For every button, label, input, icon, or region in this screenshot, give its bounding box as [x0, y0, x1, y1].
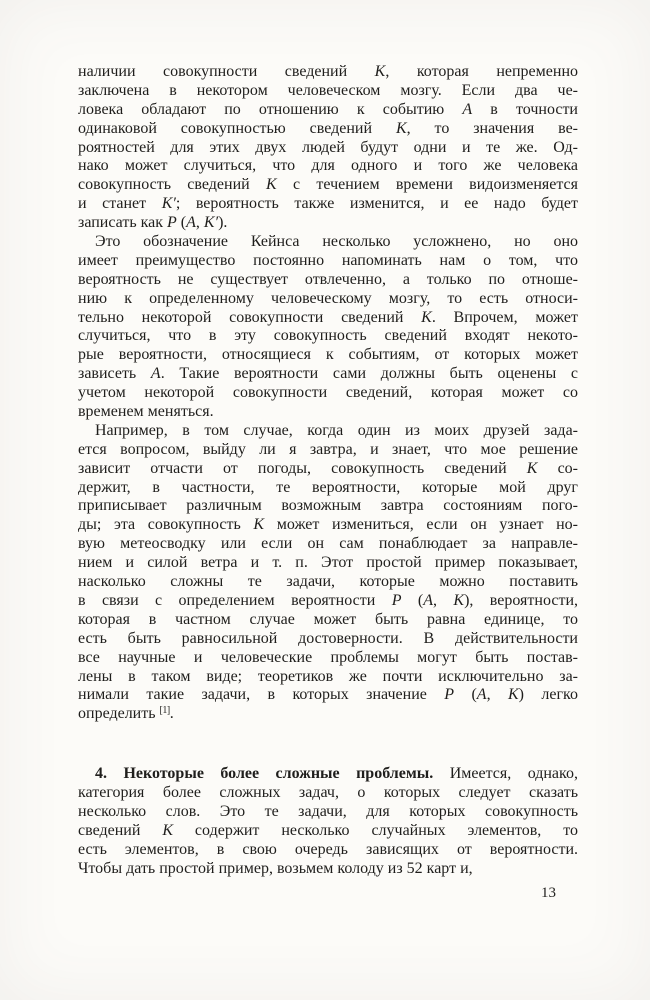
text-line: все научные и человеческие проблемы могут быть постав-	[78, 648, 578, 666]
text-line: ловека обладают по отношению к событию A в точности	[78, 100, 578, 118]
text-line: категория более сложных задач, о которых следует сказать	[78, 784, 578, 802]
text-line: нако может случиться, что для одного и того же человека	[78, 157, 578, 175]
text-line: в связи с определением вероятности P (A, K), вероятности,	[78, 591, 579, 609]
text-line: тельно некоторой совокупности сведений K. Впрочем, может	[78, 308, 578, 326]
text-line: и станет K′; вероятность также изменится, и ее надо будет	[78, 195, 579, 213]
text-line: заключена в некотором человеческом мозгу. Если два че-	[78, 81, 578, 99]
paragraph	[78, 422, 578, 724]
text-line: наличии совокупности сведений K, которая непременно	[78, 63, 579, 80]
text-line: вероятность не существует отвлеченно, а только по отноше-	[78, 270, 578, 288]
text-line: есть элементов, в свою очередь зависящих от вероятности.	[78, 840, 578, 858]
text-line: нием и силой ветра и т. п. Этот простой пример показывает,	[78, 554, 578, 572]
text-line: роятностей для этих двух людей будут одни и те же. Од-	[78, 138, 578, 156]
text-line: Например, в том случае, когда один из моих друзей зада-	[95, 421, 578, 439]
text-line: вую метеосводку или если он сам понаблюдает за направле-	[78, 535, 578, 553]
text-line: совокупность сведений K с течением времени видоизменяется	[78, 176, 578, 194]
text-line: несколько слов. Это те задачи, для которых совокупность	[78, 802, 578, 820]
paragraph	[78, 63, 578, 233]
text-line: сведений K содержит несколько случайных элементов, то	[78, 821, 579, 839]
text-line: записать как P (A, K′).	[78, 214, 228, 232]
text-line: нию к определенному человеческому мозгу, то есть относи-	[78, 289, 578, 307]
text-line: одинаковой совокупностью сведений K, то значения ве-	[78, 119, 579, 137]
text-line: держит, в частности, те вероятности, которые мой друг	[78, 478, 578, 496]
text-line: временем меняться.	[78, 403, 214, 421]
text-line: Это обозначение Кейнса несколько усложнено, но оно	[95, 233, 578, 251]
text-line: определить [1].	[78, 705, 174, 723]
text-line: Чтобы дать простой пример, возьмем колоду из 52 карт и,	[78, 859, 473, 877]
page-text-block	[78, 63, 578, 879]
paragraph	[78, 233, 578, 422]
text-line: зависит отчасти от погоды, совокупность сведений K со-	[78, 459, 578, 477]
text-line: имеет преимущество постоянно напоминать нам о том, что	[78, 251, 578, 269]
text-line: которая в частном случае может быть равна единице, то	[78, 610, 578, 628]
text-line: нимали такие задачи, в которых значение P (A, K) легко	[78, 686, 578, 704]
text-line: ды; эта совокупность K может измениться, если он узнает но-	[78, 516, 578, 534]
paragraph	[78, 765, 578, 878]
text-line: рые вероятности, относящиеся к событиям, от которых может	[78, 346, 578, 364]
text-line: приписывает различным возможным завтра состояниям пого-	[78, 497, 578, 515]
text-line: 4. Некоторые более сложные проблемы. Имеется, однако,	[95, 765, 578, 783]
text-line: учетом некоторой совокупности сведений, которая может со	[78, 384, 578, 402]
text-line: насколько сложны те задачи, которые можно поставить	[78, 573, 578, 591]
text-line: случиться, что в эту совокупность сведений входят некото-	[78, 327, 578, 345]
text-line: лены в таком виде; теоретиков же почти исключительно за-	[78, 667, 578, 685]
text-line: есть быть равносильной достоверности. В действительности	[78, 629, 578, 647]
page-number: 13	[541, 885, 556, 901]
text-line: ется вопросом, выйду ли я завтра, и знает, что мое решение	[78, 440, 578, 458]
text-line: зависеть A. Такие вероятности сами должны быть оценены с	[78, 365, 578, 383]
